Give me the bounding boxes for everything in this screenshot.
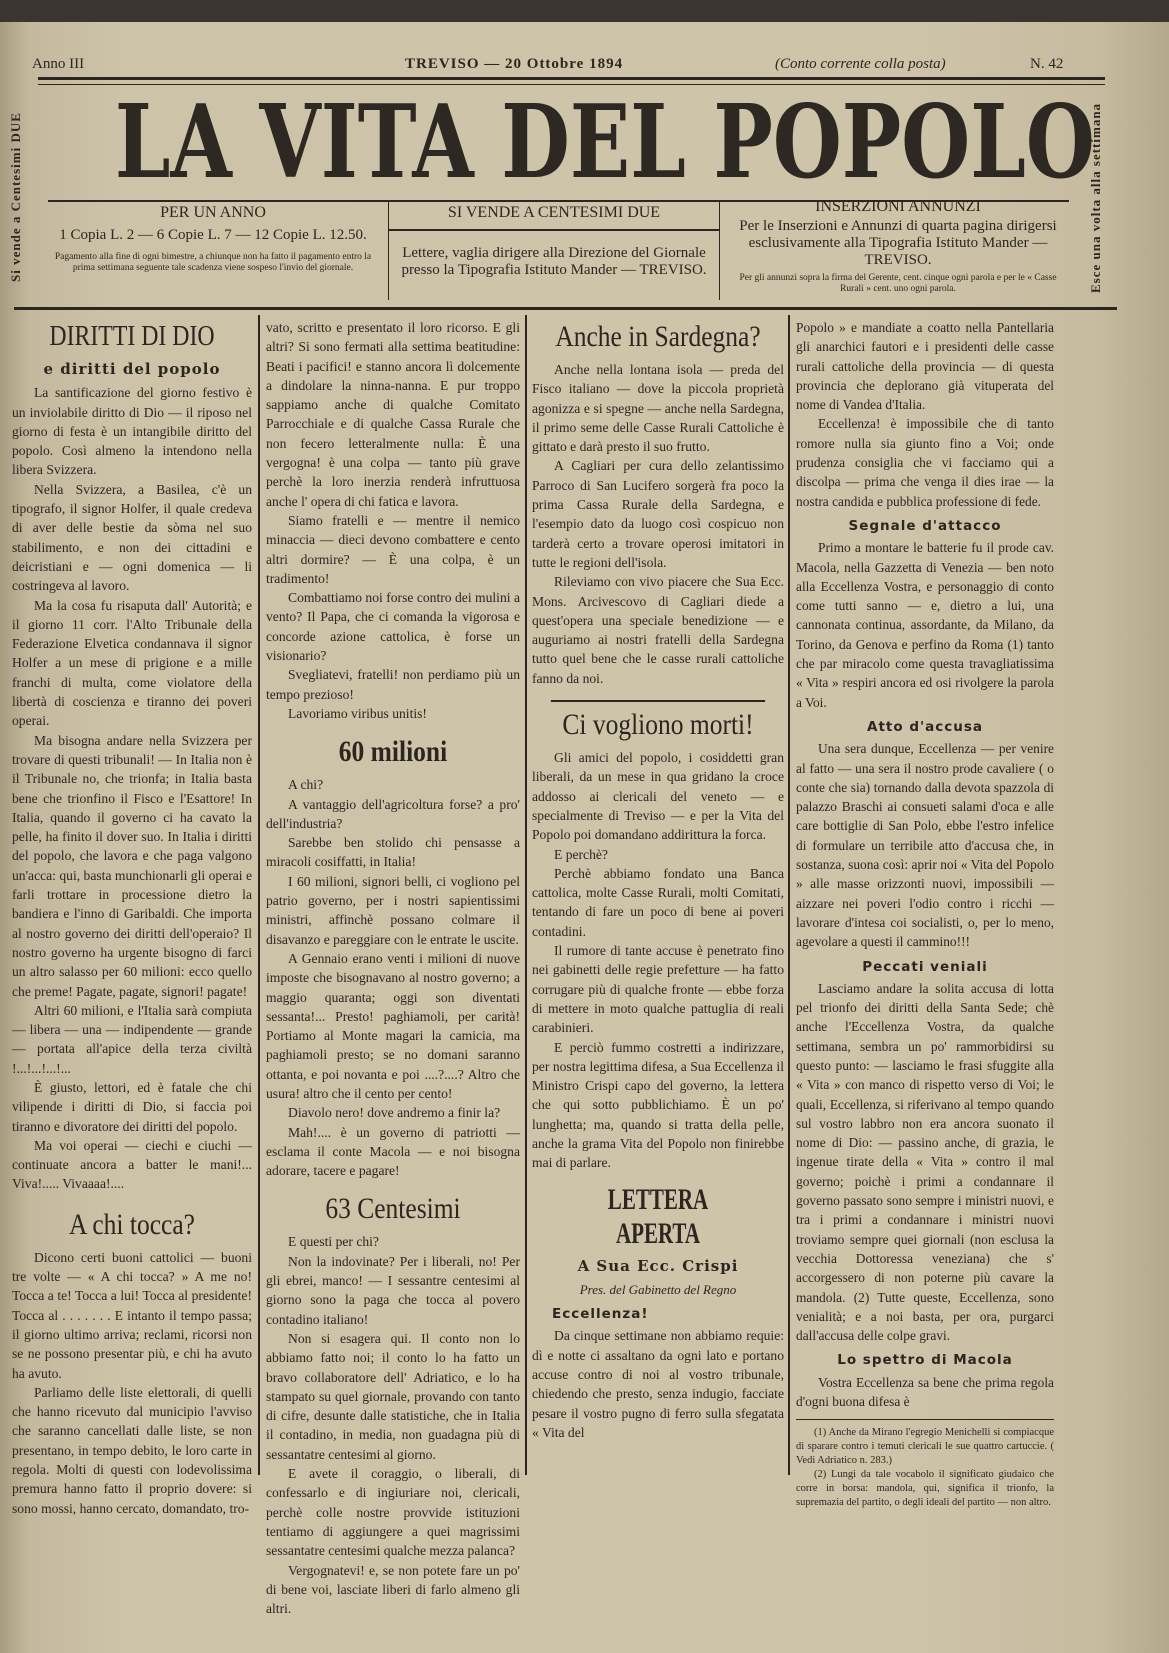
- ads-text: Per le Inserzioni e Annunzi di quarta pagina dirigersi esclusivamente alla Tipografia Istituto Mander — TREVISO.: [739, 218, 1057, 268]
- article-title: 60 milioni: [338, 735, 448, 769]
- section-heading: Segnale d'attacco: [848, 517, 1002, 534]
- column-3: [532, 318, 784, 1442]
- paragraph: Ma bisogna andare nella Svizzera per trovare di questi tribunali! — In Italia non è il Tribunale no, che trionfa; in Italia basta bene che trionfino il Fisco e l'Esattore! In Italia, quando il governo ci ha cavato la pelle, ha finito il dover suo. In Italia i diritti del popolo, che lavora e che paga valgono un'acca: qui, basta munchionarli gli operai e farli trottare in processione dietro la bandiera e l'inno di Garibaldi. Che importa al nostro governo dei diritti dell'operaio? Il nostro governo ha urgente bisogno di farci un altro salasso per 60 milioni: ecco quello che preme! Pagate, pagate, signori! pagate!: [12, 732, 252, 999]
- article-title: Ci vogliono morti!: [551, 700, 765, 742]
- article-title: 63 Centesimi: [325, 1192, 461, 1226]
- paragraph: vato, scritto e presentato il loro ricorso. E gli altri? Si sono fermati alla settima beatitudine: Beati i pacifici! e stanno ancora lì dolcemente a dindolare la ninna-nanna. E pur troppo sappiamo anche di qualche Comitato Parrocchiale e di qualche Cassa Rurale che non fecero letteralmente nulla: È una vergogna! è una colpa — tanto più grave perchè la loro inerzia renderà infruttuosa anche l' opera di chi fatica e lavora.: [266, 320, 520, 509]
- column-1: [12, 318, 252, 1518]
- ads-box: [728, 196, 1068, 296]
- section-heading: Lo spettro di Macola: [837, 1352, 1013, 1369]
- paragraph: Ma la cosa fu risaputa dall' Autorità; e il giorno 11 corr. l'Alto Tribunale della Federazione Elvetica condannava il signor Holfer a un mese di prigione e a mille franchi di multa, come violatore della libertà di coscienza e tiranno dei poveri operai.: [12, 597, 252, 729]
- subscription-note: Pagamento alla fine di ogni bimestre, a chiunque non ha fatto il pagamento entro la prima settimana seguente tale scadenza viene sospeso l'invio del giornale.: [54, 252, 372, 273]
- issue-number: N. 42: [1030, 56, 1064, 72]
- paragraph: Eccellenza! è impossibile che di tanto romore nulla sia giunto fino a Voi; onde prudenza consiglia che vi facciamo qui a discolpa — prima che venga il dies irae — la nostra candida e pubblica professione di fede.: [796, 416, 1054, 509]
- paragraph: Sarebbe ben stolido chi pensasse a miracoli cosiffatti, in Italia!: [266, 835, 520, 870]
- paragraph: Combattiamo noi forse contro dei mulini a vento? Il Papa, che ci comanda la vigorosa e concorde azione cattolica, è forse un visionario?: [266, 590, 520, 664]
- column-divider: [258, 315, 260, 1475]
- paragraph: La santificazione del giorno festivo è un inviolabile diritto di Dio — il riposo nel giorno di festa è un intangibile diritto del popolo. Così almeno la intendono nella libera Svizzera.: [12, 385, 252, 478]
- letter-title: LETTERA APERTA: [607, 1182, 709, 1250]
- article-title: Anche in Sardegna?: [555, 320, 761, 353]
- paragraph: Non la indovinate? Per i liberali, no! Per gli ebrei, manco! — I sessantre centesimi al giorno sono la paga che tocca al povero contadino italiano!: [266, 1253, 520, 1327]
- section-heading: Atto d'accusa: [867, 718, 983, 735]
- paragraph: E avete il coraggio, o liberali, di confessarlo e di ingiuriare noi, clericali, perchè colle nostre provvide istituzioni tentiamo di aggiungere a quei magrissimi sessantatre centesimi qualche mezza palanca?: [266, 1466, 520, 1559]
- paragraph: Svegliatevi, fratelli! non perdiamo più un tempo prezioso!: [266, 667, 520, 702]
- paragraph: Da cinque settimane non abbiamo requie: dì e notte ci assaltano da ogni lato e portano accuse contro di noi al vostro tribunale, chiedendo che presto, senza indugio, facciate pesare il vostro pugno di ferro sulla sfegatata « Vita del: [532, 1328, 784, 1440]
- sale-box: [388, 200, 720, 300]
- paragraph: E perchè?: [554, 846, 608, 862]
- paragraph: A chi?: [288, 777, 324, 793]
- paragraph: A Gennaio erano venti i milioni di nuove imposte che bisognavano al nostro governo; a maggio quaranta; oggi son diventati sessanta!... Presto! paghiamoli, per carità! Portiamo al Monte magari la camicia, ma paghiamoli presto; se no domani saranno ottanta, e poi novanta e poi ....?....? Altro che usura! altro che il cento per cento!: [266, 950, 520, 1101]
- column-divider: [788, 315, 790, 1475]
- sale-address: Lettere, vaglia dirigere alla Direzione del Giornale presso la Tipografia Istituto Mander — TREVISO.: [401, 245, 707, 278]
- paragraph: Non si esagera qui. Il conto non lo abbiamo fatto noi; il conto lo ha fatto un bravo collaboratore dell' Adriatico, e lo ha stampato su quel giornale, provando con tanto di cifre, desunte dalle statistiche, che in Italia il contadino, in media, non guadagna più di sessantatre centesimi al giorno.: [266, 1330, 520, 1462]
- paragraph: A vantaggio dell'agricoltura forse? a pro' dell'industria?: [266, 796, 520, 831]
- letter-addressee-role: Pres. del Gabinetto del Regno: [579, 1281, 737, 1297]
- article-subtitle: e diritti del popolo: [43, 360, 221, 378]
- article-title: DIRITTI DI DIO: [49, 321, 215, 352]
- paragraph: Diavolo nero! dove andremo a finir la?: [288, 1105, 501, 1121]
- paragraph: Primo a montare le batterie fu il prode cav. Macola, nella Gazzetta di Venezia — ben noto alla Eccellenza Vostra, e personaggio di conto come tutti sanno — e, dietro a lui, una cannonata continua, assordante, da Milano, da Torino, da Genova e perfino da Roma (1) tanto che par miracolo come questa travagliatissima « Vita » respiri ancora ed osi rivolgere la parola a Voi.: [796, 540, 1054, 710]
- subscription-prices: 1 Copia L. 2 — 6 Copie L. 7 — 12 Copie L. 12.50.: [59, 227, 367, 243]
- column-2: [266, 318, 520, 1618]
- paragraph: Parliamo delle liste elettorali, di quelli che hanno ricevuto dal municipio l'avviso che saranno cancellati dalle liste, se non presentano, in tempo debito, le loro carte in regola. Molti di questi con lodevolissima premura hanno fatto il proprio dovere: si sono mossi, hanno cercato, domandato, tro-: [12, 1384, 252, 1516]
- paragraph: E perciò fummo costretti a indirizzare, per nostra legittima difesa, a Sua Eccellenza il Ministro Crispi capo del governo, la lettera che qui sotto pubblichiamo. È un po' lunghetta; ma, quando si tratta della pelle, anche la grama Vita del Popolo non finirebbe mai di parlare.: [532, 1039, 784, 1171]
- paragraph: Anche nella lontana isola — preda del Fisco italiano — dove la piccola proprietà agonizza e si spegne — anche nella Sardegna, il primo seme delle Casse Rurali Cattoliche è gittato e darà presto il suo frutto.: [532, 362, 784, 455]
- issue-year: Anno III: [32, 56, 85, 72]
- paragraph: Il rumore di tante accuse è penetrato fino nei gabinetti delle regie prefetture — ha fatto corrugare più di qualche fronte — ebbe forza di mettere in moto qualche pattuglia di reali carabinieri.: [532, 943, 784, 1036]
- masthead-title: LA VITA DEL POPOLO: [114, 82, 1095, 202]
- paragraph: Una sera dunque, Eccellenza — per venire al fatto — una sera il nostro prode cavaliere ( o conte che sia) tornando dalla devota spazzola di palazzo Braschi ai consueti salami d'oca e alle care bottiglie di San Polo, ebbe l'estro infelice di formulare un terribile atto d'accusa che, in sostanza, suona così: aprir noi « Vita del Popolo » alle masse orizzonti nuovi, impossibili — aizzare nei poveri l'odio contro i ricchi — lavorare d'intesa coi socialisti, o, per lo meno, agevolare a questi il cammino!!!: [796, 741, 1054, 950]
- column-4: [796, 318, 1054, 1510]
- paragraph: Altri 60 milioni, e l'Italia sarà compiuta — libera — una — indipendente — grande — portata all'apice della terza civiltà !...!...!...!...: [12, 1002, 252, 1076]
- side-price-note: Si vende a Centesimi DUE: [8, 112, 23, 283]
- paragraph: Mah!.... è un governo di patriotti — esclama il conte Macola — e noi bisogna adorare, tacere e pagare!: [266, 1124, 520, 1179]
- subscription-box: [48, 200, 378, 300]
- paragraph: È giusto, lettori, ed è fatale che chi vilipende i diritti di Dio, si faccia poi tiranno e divoratore dei diritti del popolo.: [12, 1079, 252, 1134]
- footnote: (1) Anche da Mirano l'egregio Menichelli si compiacque di sparare contro i temuti clericali le sue quattro cartuccie. ( Vedi Adriatico n. 283.): [796, 1427, 1054, 1467]
- sale-title: SI VENDE A CENTESIMI DUE: [389, 204, 719, 231]
- footnote: (2) Lungi da tale vocabolo il significato giudaico che corre in borsa: mandola, qui, significa il trionfo, la supremazia del partito, o degli ideali del partito — non altro.: [796, 1469, 1054, 1509]
- header-rule: [38, 77, 1105, 80]
- columns-top-rule: [14, 307, 1117, 310]
- paragraph: Rileviamo con vivo piacere che Sua Ecc. Mons. Arcivescovo di Cagliari diede a quest'opera una speciale benedizione — e auguriamo ai nostri fratelli della Sardegna tutto quel bene che le casse rurali cattoliche fanno da noi.: [532, 574, 784, 686]
- article-title: A chi tocca?: [68, 1207, 196, 1241]
- ads-note: Per gli annunzi sopra la firma del Gerente, cent. cinque ogni parola e per le « Casse Rurali » cent. uno ogni parola.: [739, 273, 1057, 294]
- postal-note: (Conto corrente colla posta): [775, 56, 946, 72]
- letter-salutation: Eccellenza!: [552, 1306, 649, 1323]
- column-divider: [525, 315, 527, 1475]
- paragraph: Lavoriamo viribus unitis!: [288, 705, 427, 721]
- paragraph: A Cagliari per cura dello zelantissimo Parroco di San Lucifero sorgerà fra poco la prima Cassa Rurale della Sardegna, e l'esempio dato da luogo così cospicuo non tarderà certo a trovare operosi imitatori in tutte le regioni dell'isola.: [532, 458, 784, 570]
- paragraph: Perchè abbiamo fondato una Banca cattolica, molte Casse Rurali, molti Comitati, tentando di fare un poco di bene ai poveri contadini.: [532, 865, 784, 939]
- letter-addressee: A Sua Ecc. Crispi: [577, 1256, 739, 1275]
- paragraph: Siamo fratelli e — mentre il nemico minaccia — dieci devono combattere e cento altri dormire? — È una colpa, è un tradimento!: [266, 512, 520, 586]
- paragraph: Gli amici del popolo, i cosiddetti gran liberali, da un mese in qua gridano la croce addosso ai clericali del veneto — e specialmente di Treviso — e per la Vita del Popolo poi domandano addirittura la forca.: [532, 750, 784, 843]
- paragraph: Dicono certi buoni cattolici — buoni tre volte — « A chi tocca? » A me no! Tocca a te! Tocca a lui! Tocca al presidente! Tocca al . . . . . . . E intanto il tempo passa; il giorno ultimo arriva; reclami, ricorsi non se ne possono presentar più, e chi ha avuto ha avuto.: [12, 1249, 252, 1381]
- subscription-title: PER UN ANNO: [160, 204, 266, 221]
- side-frequency-note: Esce una volta alla settimana: [1088, 102, 1103, 293]
- dateline: TREVISO — 20 Ottobre 1894: [405, 56, 624, 72]
- paragraph: Ma voi operai — ciechi e ciuchi — continuate ancora a batter le mani!... Viva!..... Vivaaaa!....: [12, 1137, 252, 1192]
- footnotes: [796, 1419, 1054, 1510]
- section-heading: Peccati veniali: [862, 958, 988, 975]
- paragraph: I 60 milioni, signori belli, ci vogliono pel patrio governo, per i nostri sapientissimi ministri, affinchè possano colmare il disavanzo e pareggiare con le entrate le uscite.: [266, 873, 520, 947]
- paragraph: Nella Svizzera, a Basilea, c'è un tipografo, il signor Holfer, il quale credeva di aver delle bestie da sòma nel suo stabilimento, e non dei cittadini e deicristiani e — ogni domenica — li costringeva al lavoro.: [12, 481, 252, 594]
- paragraph: Vostra Eccellenza sa bene che prima regola d'ogni buona difesa è: [796, 1374, 1054, 1410]
- paragraph: Vergognatevi! e, se non potete fare un po' di bene voi, lasciate liberi di farlo almeno gli altri.: [266, 1562, 520, 1617]
- ads-title: INSERZIONI ANNUNZI: [815, 198, 981, 215]
- paragraph: E questi per chi?: [288, 1234, 379, 1250]
- paragraph: Popolo » e mandiate a coatto nella Pantellaria gli anarchici fautori e i presidenti delle casse rurali cattoliche della provincia — di questa provincia che deplorano già vituperata del nome di Vandea d'Italia.: [796, 320, 1054, 413]
- paragraph: Lasciamo andare la solita accusa di lotta pel trionfo dei diritti della Santa Sede; chè anche l'Eccellenza Vostra, da qualche settimana, sembra un po' rammorbidirsi su questo punto: — lasciamo le frasi sfuggite alla « Vita » con manco di rispetto verso di Voi; le quali, Eccellenza, si riferivano al tempo quando sul vostro labbro non era ancora suonato il nome di Dio: — passino anche, di grazia, le ingenue tirate della « Vita » contro il mal governo; poichè i primi a condannare il governo passato sono sempre i ministri nuovi, e tra i primi a condannare i ministri nuovi troviamo sempre quei giornali (non esclusa la vecchia Dottoressa veneziana) che s' accorgessero di non poterne più cavare la mandola. (2) Tutte queste, Eccellenza, sono venialità; e a noi basta, per ora, purgarci dall'accusa delle colpe gravi.: [796, 980, 1054, 1344]
